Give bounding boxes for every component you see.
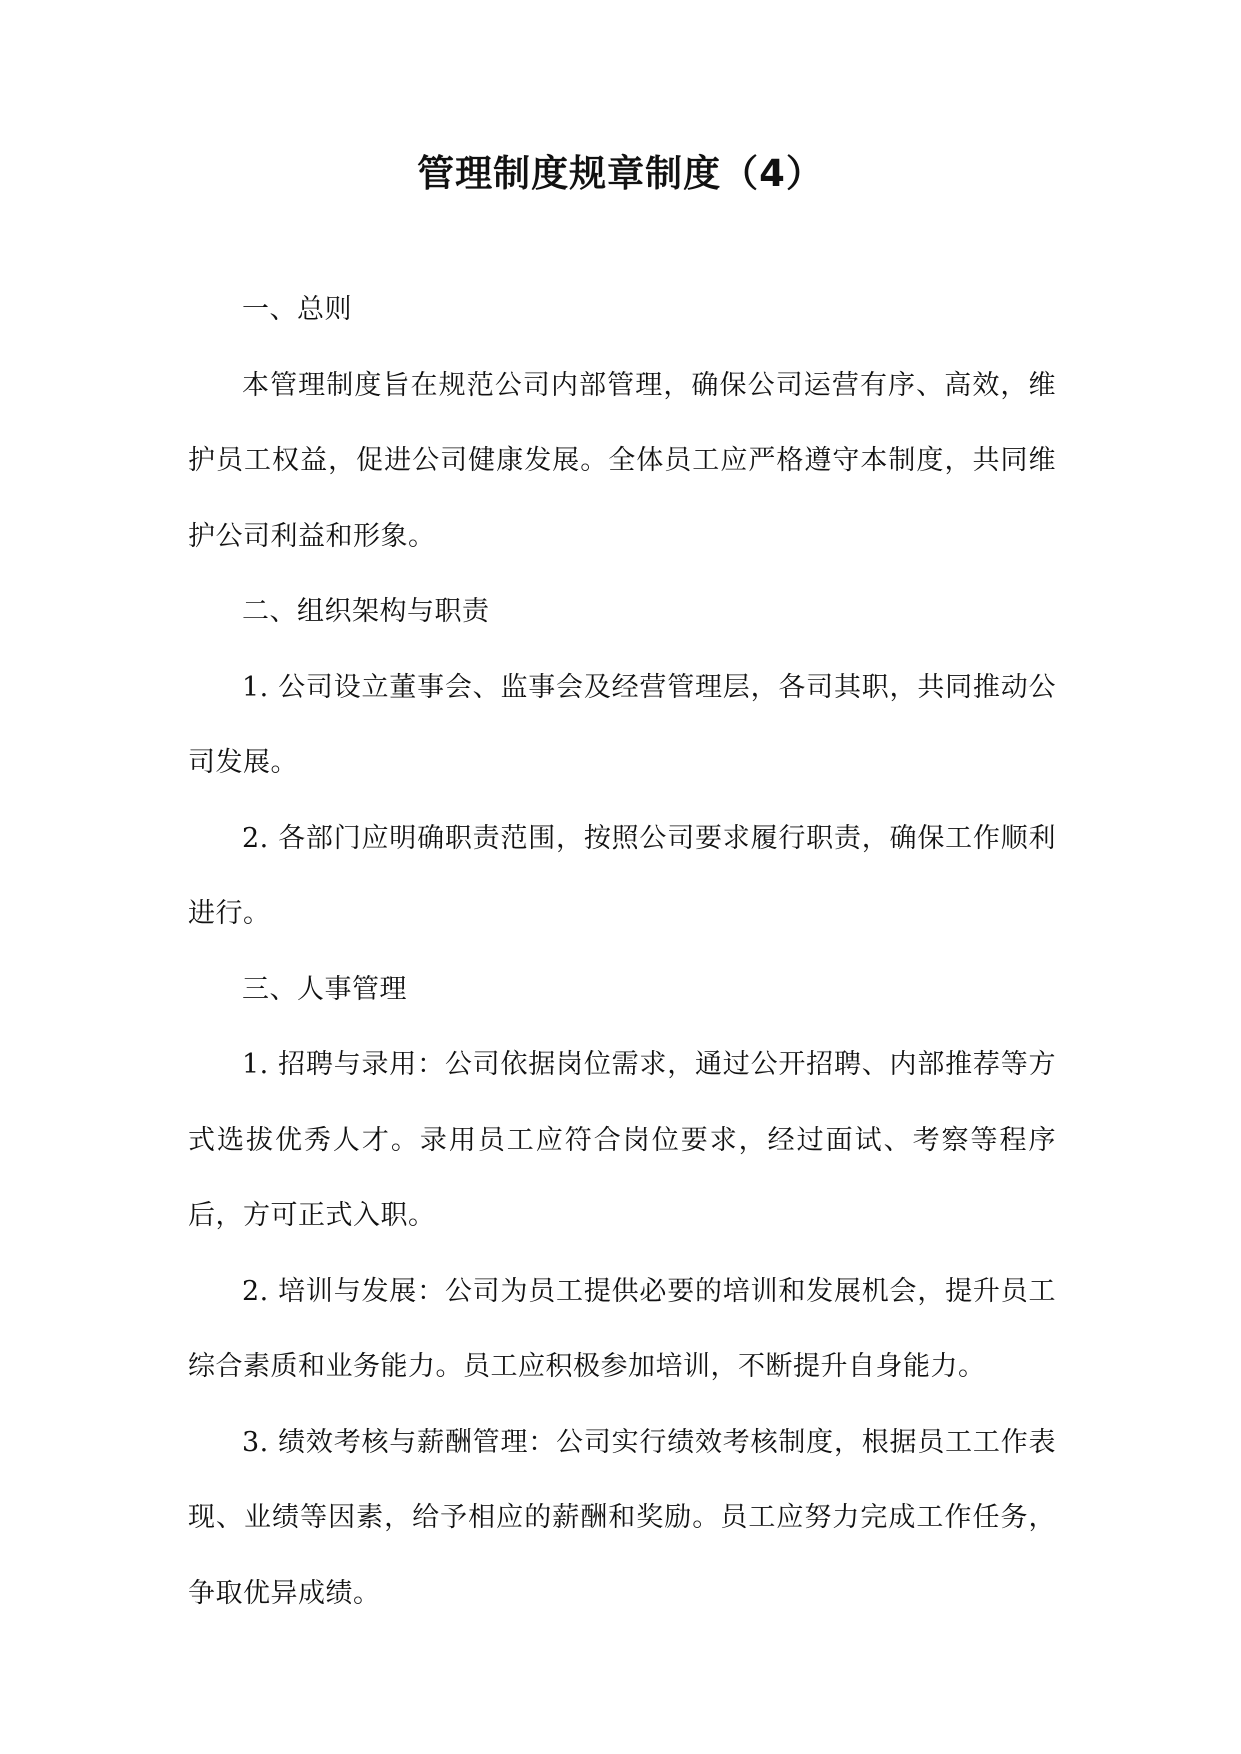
paragraph-organization-2: 2. 各部门应明确职责范围，按照公司要求履行职责，确保工作顺利进行。 [188,822,1056,929]
document-title: 管理制度规章制度（4） [417,152,824,195]
section-heading-general: 一、总则 [242,294,352,325]
paragraph-personnel-2: 2. 培训与发展：公司为员工提供必要的培训和发展机会，提升员工综合素质和业务能力。员工应积极参加培训，不断提升自身能力。 [188,1275,1056,1382]
paragraph-personnel-3: 3. 绩效考核与薪酬管理：公司实行绩效考核制度，根据员工工作表现、业绩等因素，给予相应的薪酬和奖励。员工应努力完成工作任务，争取优异成绩。 [188,1426,1056,1609]
paragraph-organization-1: 1. 公司设立董事会、监事会及经营管理层，各司其职，共同推动公司发展。 [188,671,1056,778]
document-body [188,272,1056,1631]
paragraph-general-purpose: 本管理制度旨在规范公司内部管理，确保公司运营有序、高效，维护员工权益，促进公司健康发展。全体员工应严格遵守本制度，共同维护公司利益和形象。 [188,369,1056,552]
section-heading-personnel: 三、人事管理 [242,973,407,1005]
paragraph-personnel-1: 1. 招聘与录用：公司依据岗位需求，通过公开招聘、内部推荐等方式选拔优秀人才。录用员工应符合岗位要求，经过面试、考察等程序后，方可正式入职。 [188,1049,1056,1231]
section-heading-organization: 二、组织架构与职责 [242,596,490,627]
